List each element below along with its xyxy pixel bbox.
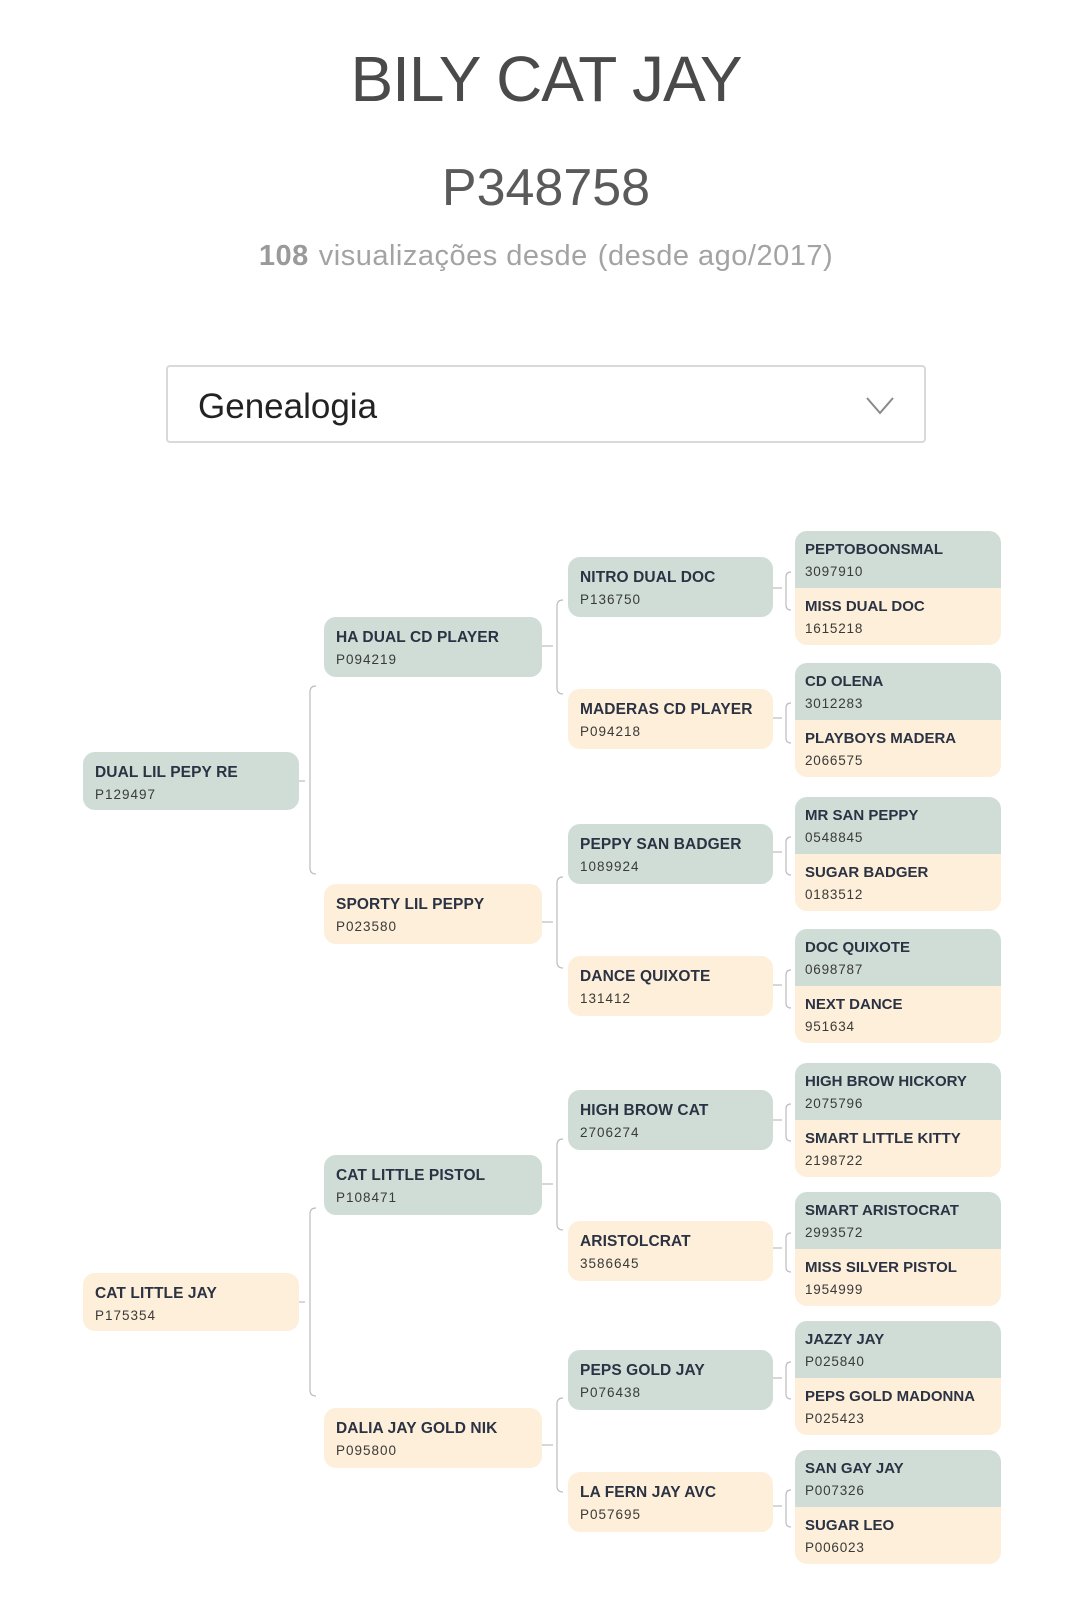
pedigree-node-gen4[interactable] [795, 1321, 1001, 1378]
pedigree-node-gen3[interactable] [568, 1472, 773, 1532]
pedigree-node-gen4[interactable] [795, 663, 1001, 720]
horse-registration: P025423 [805, 1411, 865, 1426]
pedigree-node-sire-dam[interactable] [324, 884, 542, 944]
pedigree-node-gen3[interactable] [568, 956, 773, 1016]
horse-name: PLAYBOYS MADERA [805, 730, 957, 747]
horse-registration: 0183512 [805, 887, 864, 902]
horse-registration: 0548845 [805, 830, 864, 845]
horse-registration: P094219 [336, 652, 398, 667]
horse-name: CAT LITTLE PISTOL [336, 1167, 486, 1184]
views-label: visualizações desde [318, 240, 588, 272]
horse-name: HA DUAL CD PLAYER [336, 629, 500, 646]
horse-name: PEPS GOLD MADONNA [805, 1388, 976, 1405]
horse-name: MISS DUAL DOC [805, 598, 925, 615]
pedigree-node-gen4[interactable] [795, 986, 1001, 1043]
horse-registration: 2993572 [805, 1225, 864, 1240]
pedigree-node-gen4[interactable] [795, 1507, 1001, 1564]
pedigree-node-gen3[interactable] [568, 1090, 773, 1150]
pedigree-node-dam[interactable] [83, 1273, 299, 1331]
horse-name: SAN GAY JAY [805, 1460, 904, 1477]
horse-name: PEPTOBOONSMAL [805, 541, 944, 558]
horse-name: SMART LITTLE KITTY [805, 1130, 961, 1147]
pedigree-node-gen4[interactable] [795, 588, 1001, 645]
section-dropdown-value: Genealogia [198, 387, 378, 426]
pedigree-pair-gen4 [795, 1192, 1001, 1306]
views-count: 108 [258, 240, 309, 272]
horse-name: NITRO DUAL DOC [580, 569, 716, 586]
pedigree-pair-gen4 [795, 663, 1001, 777]
pedigree-node-gen3[interactable] [568, 824, 773, 884]
horse-name: SUGAR LEO [805, 1517, 895, 1534]
pedigree-pair-gen4 [795, 1450, 1001, 1564]
pedigree-node-gen4[interactable] [795, 1378, 1001, 1435]
horse-registration: 131412 [580, 991, 632, 1006]
horse-name: HIGH BROW CAT [580, 1102, 709, 1119]
horse-name: PEPPY SAN BADGER [580, 836, 742, 853]
horse-name: DUAL LIL PEPY RE [95, 764, 238, 781]
horse-name: MADERAS CD PLAYER [580, 701, 753, 718]
pedigree-node-gen4[interactable] [795, 720, 1001, 777]
pedigree-node-gen3[interactable] [568, 1221, 773, 1281]
pedigree-node-gen4[interactable] [795, 1249, 1001, 1306]
horse-name: CD OLENA [805, 673, 884, 690]
pedigree-node-gen4[interactable] [795, 854, 1001, 911]
pedigree-node-gen3[interactable] [568, 689, 773, 749]
horse-registration: 2198722 [805, 1153, 864, 1168]
horse-name: ARISTOLCRAT [580, 1233, 691, 1250]
horse-registration: P057695 [580, 1507, 642, 1522]
horse-name: LA FERN JAY AVC [580, 1484, 717, 1501]
pedigree-node-dam-dam[interactable] [324, 1408, 542, 1468]
horse-registration: 2066575 [805, 753, 864, 768]
pedigree-node-sire[interactable] [83, 752, 299, 810]
pedigree-pair-gen4 [795, 531, 1001, 645]
horse-name: MISS SILVER PISTOL [805, 1259, 957, 1276]
horse-registration: P175354 [95, 1308, 157, 1323]
horse-registration: P136750 [580, 592, 642, 607]
horse-registration: P095800 [336, 1443, 398, 1458]
pedigree-pair-gen4 [795, 1063, 1001, 1177]
horse-registration: P006023 [805, 1540, 865, 1555]
horse-registration: P007326 [805, 1483, 865, 1498]
horse-registration: P108471 [336, 1190, 398, 1205]
pedigree-node-gen4[interactable] [795, 929, 1001, 986]
horse-registration: 3012283 [805, 696, 864, 711]
horse-name: CAT LITTLE JAY [95, 1285, 217, 1302]
pedigree-pair-gen4 [795, 1321, 1001, 1435]
pedigree-pair-gen4 [795, 797, 1001, 911]
pedigree-node-sire-sire[interactable] [324, 617, 542, 677]
pedigree-node-gen4[interactable] [795, 531, 1001, 588]
horse-name: SPORTY LIL PEPPY [336, 896, 485, 913]
horse-registration: P023580 [336, 919, 398, 934]
horse-name: SUGAR BADGER [805, 864, 929, 881]
pedigree-node-gen4[interactable] [795, 1120, 1001, 1177]
pedigree-node-gen4[interactable] [795, 1192, 1001, 1249]
horse-name: DOC QUIXOTE [805, 939, 911, 956]
horse-name: NEXT DANCE [805, 996, 903, 1013]
horse-name: JAZZY JAY [805, 1331, 885, 1348]
pedigree-node-gen4[interactable] [795, 1450, 1001, 1507]
horse-registration: P094218 [580, 724, 642, 739]
horse-name: SMART ARISTOCRAT [805, 1202, 959, 1219]
horse-registration: 2075796 [805, 1096, 864, 1111]
pedigree-pair-gen4 [795, 929, 1001, 1043]
horse-registration: 1089924 [580, 859, 640, 874]
pedigree-node-gen4[interactable] [795, 1063, 1001, 1120]
horse-registration: 1615218 [805, 621, 864, 636]
horse-registration: P076438 [580, 1385, 642, 1400]
horse-registration: 1954999 [805, 1282, 864, 1297]
horse-registration: 3586645 [580, 1256, 640, 1271]
horse-name: HIGH BROW HICKORY [805, 1073, 967, 1090]
horse-registration: 2706274 [580, 1125, 640, 1140]
horse-registration: 3097910 [805, 564, 864, 579]
horse-name: DANCE QUIXOTE [580, 968, 711, 985]
horse-registration: P025840 [805, 1354, 865, 1369]
registration-number: P348758 [441, 159, 651, 217]
pedigree-node-gen3[interactable] [568, 1350, 773, 1410]
views-since: (desde ago/2017) [597, 240, 834, 272]
pedigree-node-gen4[interactable] [795, 797, 1001, 854]
horse-name: DALIA JAY GOLD NIK [336, 1420, 498, 1437]
horse-name-title: BILY CAT JAY [350, 43, 742, 115]
pedigree-node-gen3[interactable] [568, 557, 773, 617]
horse-name: MR SAN PEPPY [805, 807, 919, 824]
pedigree-node-dam-sire[interactable] [324, 1155, 542, 1215]
horse-name: PEPS GOLD JAY [580, 1362, 705, 1379]
horse-registration: P129497 [95, 787, 157, 802]
horse-registration: 951634 [805, 1019, 855, 1034]
horse-registration: 0698787 [805, 962, 864, 977]
